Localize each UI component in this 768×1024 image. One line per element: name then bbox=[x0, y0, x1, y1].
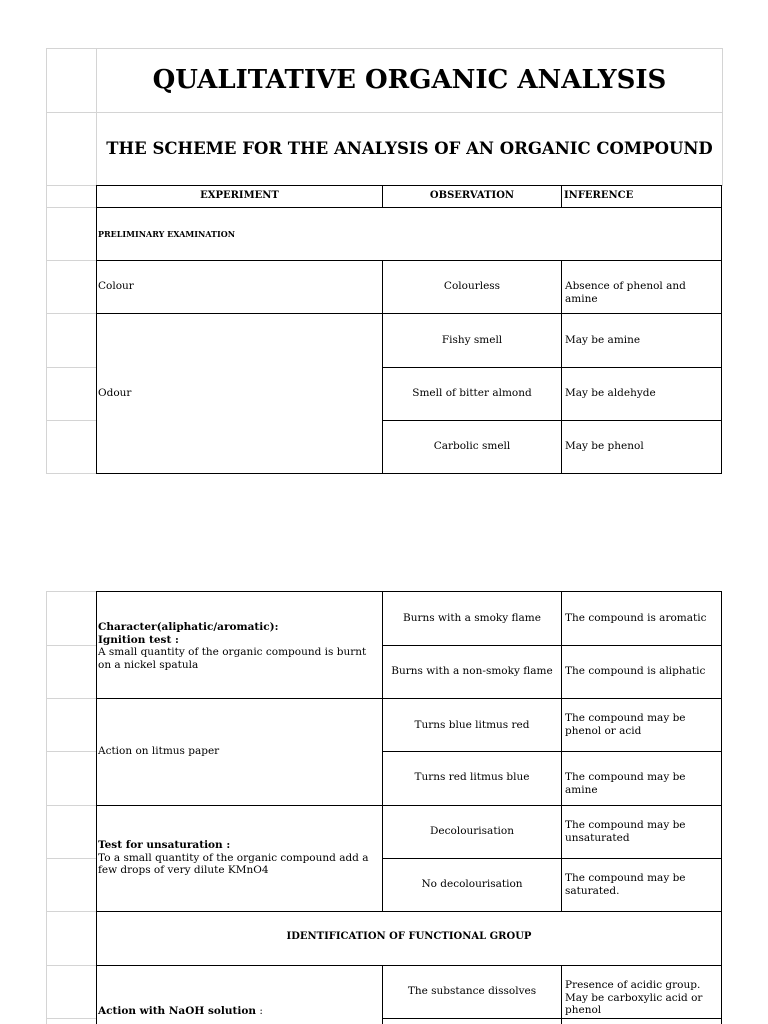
inference-naoh-1: Presence of acidic group. May be carboxylic acid or phenol bbox=[565, 979, 703, 1016]
table-border bbox=[96, 698, 722, 699]
grid-line bbox=[46, 473, 97, 474]
observation-unsaturation-2: No decolourisation bbox=[421, 878, 523, 890]
observation-naoh-1: The substance dissolves bbox=[407, 985, 537, 997]
observation-unsaturation-1: Decolourisation bbox=[430, 825, 514, 837]
grid-line bbox=[46, 858, 97, 859]
table-border bbox=[382, 1018, 722, 1019]
experiment-ignition-procedure: A small quantity of the organic compound is burnt on a nickel spatula bbox=[98, 646, 367, 671]
table-border bbox=[96, 911, 722, 912]
observation-odour-1: Fishy smell bbox=[441, 334, 503, 346]
experiment-unsaturation bbox=[98, 839, 380, 877]
grid-line bbox=[46, 698, 97, 699]
inference-unsaturation-1: The compound may be unsaturated bbox=[565, 819, 686, 844]
table-border bbox=[96, 591, 97, 1024]
experiment-colour: Colour bbox=[98, 280, 134, 292]
table-border bbox=[96, 185, 97, 474]
observation-litmus-2: Turns red litmus blue bbox=[414, 771, 530, 783]
grid-line bbox=[722, 48, 723, 186]
section-label-preliminary: PRELIMINARY EXAMINATION bbox=[98, 229, 236, 239]
grid-line bbox=[46, 591, 97, 592]
grid-line bbox=[46, 645, 97, 646]
observation-odour-3: Carbolic smell bbox=[433, 440, 511, 452]
inference-unsaturation-2: The compound may be saturated. bbox=[565, 872, 686, 897]
table-border bbox=[96, 591, 722, 592]
table-border bbox=[721, 185, 722, 474]
experiment-naoh-heading: Action with NaOH solution bbox=[98, 1005, 256, 1017]
inference-litmus-2: The compound may be amine bbox=[565, 771, 686, 796]
inference-colour: Absence of phenol and amine bbox=[565, 280, 686, 305]
column-header-observation: OBSERVATION bbox=[429, 190, 515, 201]
inference-ignition-2: The compound is aliphatic bbox=[565, 665, 706, 677]
column-header-experiment: EXPERIMENT bbox=[200, 190, 279, 201]
page-title: QUALITATIVE ORGANIC ANALYSIS bbox=[152, 65, 667, 95]
table-border bbox=[721, 591, 722, 1024]
grid-line bbox=[46, 207, 97, 208]
observation-odour-2: Smell of bitter almond bbox=[412, 387, 532, 399]
table-border bbox=[561, 965, 562, 1024]
inference-odour-3: May be phenol bbox=[565, 440, 644, 452]
column-header-inference: INFERENCE bbox=[564, 190, 634, 201]
section-label-functional-group: IDENTIFICATION OF FUNCTIONAL GROUP bbox=[286, 931, 532, 942]
table-border bbox=[382, 645, 722, 646]
inference-odour-2: May be aldehyde bbox=[565, 387, 656, 399]
grid-line bbox=[46, 367, 97, 368]
experiment-character bbox=[98, 621, 380, 671]
grid-line bbox=[46, 911, 97, 912]
experiment-odour: Odour bbox=[98, 387, 132, 399]
observation-ignition-2: Burns with a non-smoky flame bbox=[391, 665, 553, 677]
experiment-ignition-heading: Ignition test : bbox=[98, 633, 179, 646]
table-border bbox=[96, 805, 722, 806]
experiment-naoh bbox=[98, 1005, 380, 1018]
inference-litmus-1: The compound may be phenol or acid bbox=[565, 712, 686, 737]
grid-line bbox=[46, 48, 723, 49]
grid-line bbox=[46, 805, 97, 806]
grid-line bbox=[46, 591, 47, 1024]
experiment-naoh-suffix: : bbox=[255, 1005, 263, 1017]
grid-line bbox=[46, 313, 97, 314]
grid-line bbox=[46, 260, 97, 261]
table-border bbox=[96, 185, 722, 186]
inference-odour-1: May be amine bbox=[565, 334, 641, 346]
table-border bbox=[382, 420, 722, 421]
experiment-unsaturation-heading: Test for unsaturation : bbox=[98, 839, 231, 851]
grid-line bbox=[46, 420, 97, 421]
experiment-litmus: Action on litmus paper bbox=[98, 745, 220, 757]
experiment-unsaturation-procedure: To a small quantity of the organic compound add a few drops of very dilute KMnO4 bbox=[98, 851, 369, 876]
page-subtitle: THE SCHEME FOR THE ANALYSIS OF AN ORGANIC COMPOUND bbox=[106, 139, 713, 158]
table-border bbox=[96, 207, 722, 208]
table-border bbox=[96, 965, 722, 966]
table-border bbox=[96, 260, 722, 261]
experiment-character-heading: Character(aliphatic/aromatic): bbox=[98, 621, 279, 633]
table-border bbox=[382, 751, 722, 752]
table-border bbox=[561, 185, 562, 208]
grid-line bbox=[46, 965, 97, 966]
grid-line bbox=[46, 185, 97, 186]
observation-ignition-1: Burns with a smoky flame bbox=[403, 612, 541, 624]
observation-colour: Colourless bbox=[443, 280, 501, 292]
grid-line bbox=[46, 112, 723, 113]
table-border bbox=[96, 473, 722, 474]
grid-line bbox=[46, 1018, 97, 1019]
inference-ignition-1: The compound is aromatic bbox=[565, 612, 707, 624]
table-border bbox=[96, 313, 722, 314]
observation-litmus-1: Turns blue litmus red bbox=[414, 719, 530, 731]
table-border bbox=[382, 858, 722, 859]
grid-line bbox=[46, 751, 97, 752]
table-border bbox=[382, 367, 722, 368]
